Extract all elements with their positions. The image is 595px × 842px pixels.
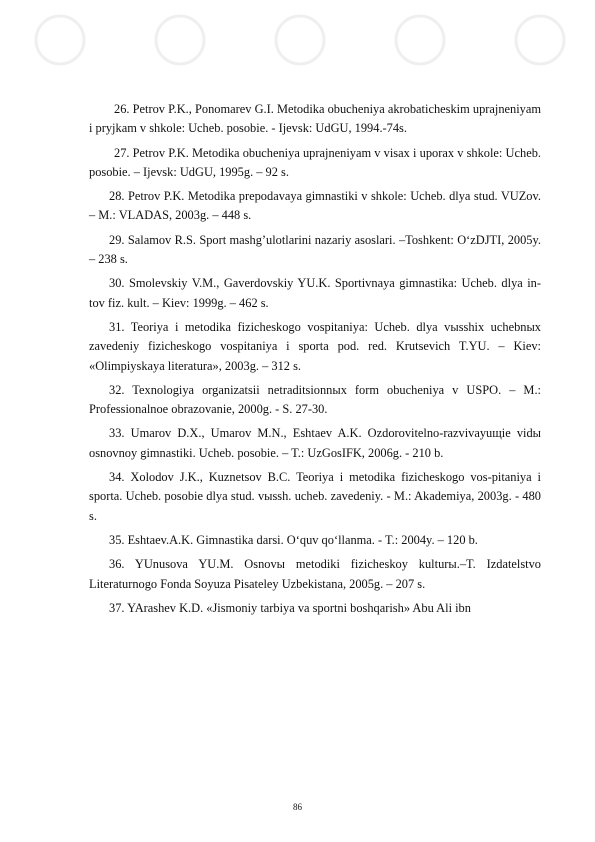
watermark-logo-pattern [0, 0, 595, 90]
reference-item-29: 29. Salamov R.S. Sport mashg’ulotlarini nazariy asoslari. –Toshkent: O‘zDJTI, 2005y. – 238 s. [89, 232, 541, 267]
reference-item-35: 35. Eshtaev.A.K. Gimnastika darsi. O‘quv qo‘llanma. - T.: 2004y. – 120 b. [109, 532, 478, 547]
reference-item-33: 33. Umarov D.X., Umarov M.N., Eshtaev A.K. Ozdorovitelno-razvivayuщie vidы osnovnoy gimnastiki. Ucheb. posobie. – T.: UzGosIFK, 2006g. - 210 b. [89, 426, 541, 460]
reference-item-26: 26. Petrov P.K., Ponomarev G.I. Metodika obucheniya akrobaticheskim uprajneniyam i pryjkam v shkole: Ucheb. posobie. - Ijevsk: UdGU, 1994.-74s. [89, 102, 541, 136]
reference-item-34: 34. Xolodov J.K., Kuznetsov B.C. Teoriya i metodika fizicheskogo vos-pitaniya i sporta. Ucheb. posobie dlya stud. vыssh. ucheb. zavedeniy. - M.: Akademiya, 2003g. - 480 s. [89, 470, 541, 523]
reference-item-32: 32. Texnologiya organizatsii netraditsionnыx form obucheniya v USPO. – M.: Professionalnoe obrazovanie, 2000g. - S. 27-30. [89, 382, 541, 417]
reference-item-36: 36. YUnusova YU.M. Osnovы metodiki fizicheskoy kulturы.–T. Izdatelstvo Literaturnogo Fonda Soyuza Pisateley Uzbekistana, 2005g. – 207 s. [89, 557, 541, 591]
reference-item-37: 37. YArashev K.D. «Jismoniy tarbiya va sportni boshqarish» Abu Ali ibn [109, 600, 471, 615]
reference-item-27: 27. Petrov P.K. Metodika obucheniya uprajneniyam v visax i uporax v shkole: Ucheb. posobie. – Ijevsk: UdGU, 1995g. – 92 s. [89, 145, 541, 179]
page-number: 86 [293, 802, 302, 812]
reference-list [89, 100, 541, 623]
reference-item-31: 31. Teoriya i metodika fizicheskogo vospitaniya: Ucheb. dlya vыsshix uchebnыx zavedeniy fizicheskogo vospitaniya i sporta pod. red. Krutsevich T.YU. – Kiev: «Olimpiyskaya literatura», 2003g. – 312 s. [89, 319, 541, 373]
reference-item-30: 30. Smolevskiy V.M., Gaverdovskiy YU.K. Sportivnaya gimnastika: Ucheb. dlya in-tov fiz. kult. – Kiev: 1999g. – 462 s. [89, 276, 541, 310]
reference-item-28: 28. Petrov P.K. Metodika prepodavaya gimnastiki v shkole: Ucheb. dlya stud. VUZov. – M.: VLADAS, 2003g. – 448 s. [89, 189, 541, 223]
